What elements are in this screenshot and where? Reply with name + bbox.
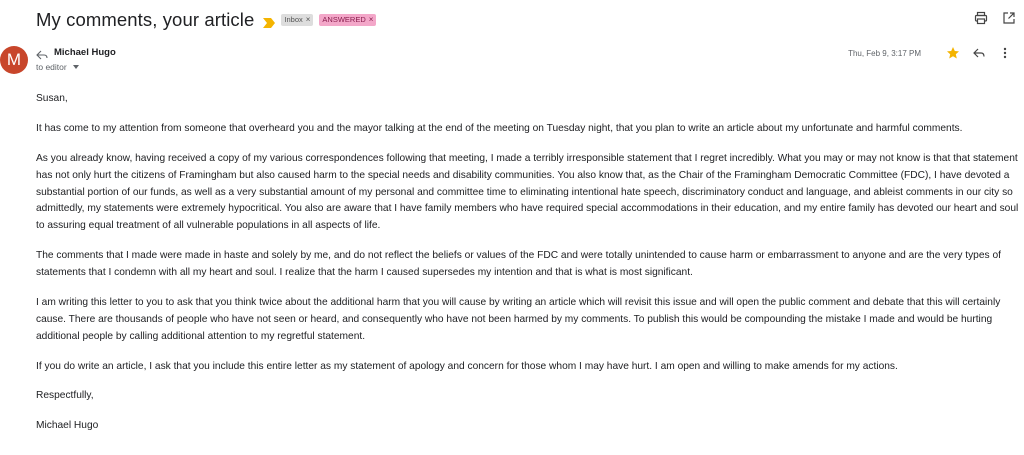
importance-marker-icon[interactable]	[263, 15, 275, 25]
avatar-letter: M	[6, 50, 22, 69]
label-inbox[interactable]	[281, 14, 313, 26]
chevron-down-icon[interactable]	[73, 65, 79, 69]
print-icon[interactable]	[974, 11, 988, 25]
label-inbox-remove-icon[interactable]: ×	[305, 15, 311, 24]
greeting: Susan,	[36, 93, 68, 104]
email-subject: My comments, your article	[36, 9, 255, 30]
recipient-details[interactable]	[36, 62, 79, 72]
body-paragraph: The comments that I made were made in haste and solely by me, and do not reflect the beliefs or values of the FDC and were totally unintended to cause harm or embarrassment to anyone and are the very types of statements that I condemn with all my heart and soul. I realize that the harm I caused supersedes my intention and that is what is most significant.	[36, 250, 1001, 278]
thread-actions	[974, 11, 1016, 25]
email-body	[36, 91, 1021, 448]
label-answered[interactable]	[319, 14, 376, 26]
star-icon[interactable]	[946, 46, 960, 60]
signature: Michael Hugo	[36, 420, 99, 432]
more-vertical-icon[interactable]	[998, 46, 1012, 60]
open-in-new-window-icon[interactable]	[1002, 11, 1016, 25]
closing: Respectfully,	[36, 390, 94, 402]
reply-icon[interactable]	[972, 46, 986, 60]
sender-name[interactable]: Michael Hugo	[54, 47, 116, 58]
avatar[interactable]	[0, 46, 28, 74]
body-paragraph: I am writing this letter to you to ask that you think twice about the additional harm that you will cause by writing an article which will revisit this issue and will open the public comment and debate that this will certainly cause. There are thousands of people who have not seen or heard, and consequently who have not been harmed by my comments. To publish this would be compounding the mistake I made and would be hurting additional people by calling additional attention to my regretful statement.	[36, 296, 1001, 342]
body-paragraph: It has come to my attention from someone that overheard you and the mayor talking at the end of the meeting on Tuesday night, that you plan to write an article about my unfortunate and harmful comments.	[36, 122, 963, 134]
label-answered-text: ANSWERED	[322, 15, 366, 24]
reply-arrow-icon	[36, 47, 48, 57]
body-paragraph: If you do write an article, I ask that you include this entire letter as my statement of apology and concern for those whom I may have hurt. I am open and willing to make amends for my actions.	[36, 360, 898, 372]
label-answered-remove-icon[interactable]: ×	[368, 15, 374, 24]
message-date: Thu, Feb 9, 3:17 PM	[848, 48, 921, 58]
body-paragraph: As you already know, having received a copy of my various correspondences following that meeting, I made a terribly irresponsible statement that I regret incredibly. What you may or may not know is that that statement has not only hurt the citizens of Framingham but also caused harm to the special needs and disability communities. You also know that, as the Chair of the Framingham Democratic Committee (FDC), I have devoted a substantial portion of our funds, as well as a very substantial amount of my personal and committee time to eliminating intentional hate speech, discriminatory conduct and language, and ableist comments in our city so admittedly, my statements were extremely hypocritical. You also are aware that I have family members who have required special accommodations in their education, and my entire family has devoted our heart and soul to assuring equal treatment of all vulnerable populations in all aspects of life.	[36, 152, 1019, 232]
subject-row	[36, 8, 376, 32]
recipient-text: to editor	[36, 62, 67, 72]
label-inbox-text: Inbox	[284, 15, 303, 24]
message-meta	[848, 46, 1012, 60]
